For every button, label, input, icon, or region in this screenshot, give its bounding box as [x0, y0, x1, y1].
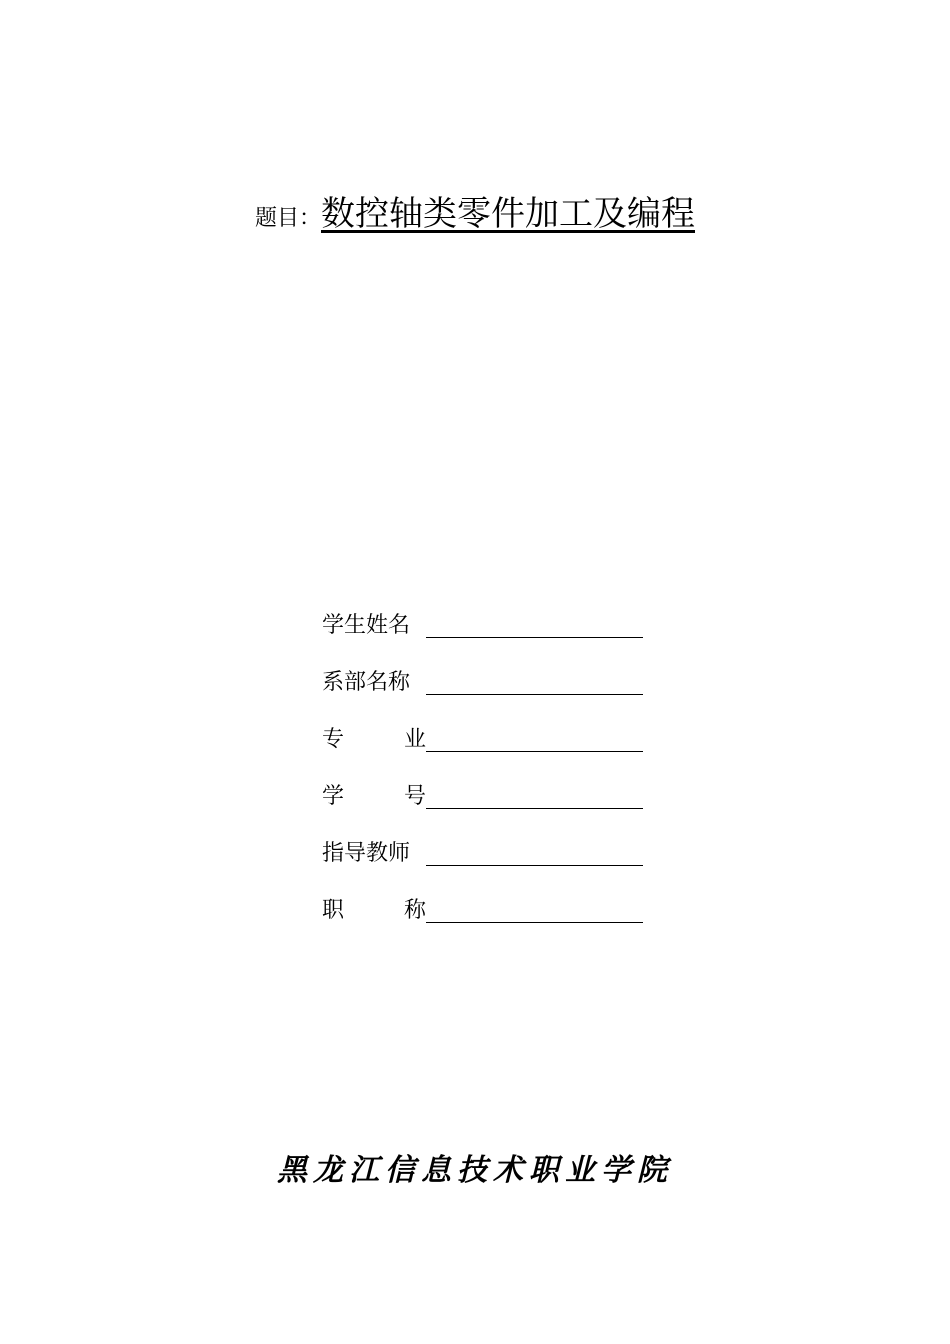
field-label [322, 668, 426, 698]
field-label-text: 职 [322, 898, 345, 923]
field-blank-line [426, 723, 643, 752]
field-department [322, 641, 652, 698]
field-advisor [322, 812, 652, 869]
field-label-text: 专 [322, 727, 345, 752]
cover-title [0, 186, 950, 235]
field-label-text: 指导教师 [322, 841, 411, 866]
field-blank-line [426, 894, 643, 923]
field-major [322, 698, 652, 755]
field-label [322, 839, 426, 869]
school-name: 黑龙江信息技术职业学院 [277, 1153, 673, 1188]
field-label-text: 学 [322, 784, 345, 809]
field-label [322, 611, 426, 641]
field-student-name [322, 584, 652, 641]
field-label-text: 号 [403, 784, 426, 809]
field-label-text: 业 [403, 727, 426, 752]
info-fields [322, 584, 652, 926]
field-label [322, 896, 426, 926]
field-blank-line [426, 780, 643, 809]
field-title-rank [322, 869, 652, 926]
field-student-id [322, 755, 652, 812]
title-label: 题目： [254, 206, 321, 231]
title-text: 数控轴类零件加工及编程 [321, 194, 695, 234]
field-label-text: 系部名称 [322, 670, 411, 695]
field-label [322, 782, 426, 812]
field-label-text: 学生姓名 [322, 613, 411, 638]
field-blank-line [426, 837, 643, 866]
field-label [322, 725, 426, 755]
field-blank-line [426, 609, 643, 638]
field-label-text: 称 [403, 898, 426, 923]
field-blank-line [426, 666, 643, 695]
